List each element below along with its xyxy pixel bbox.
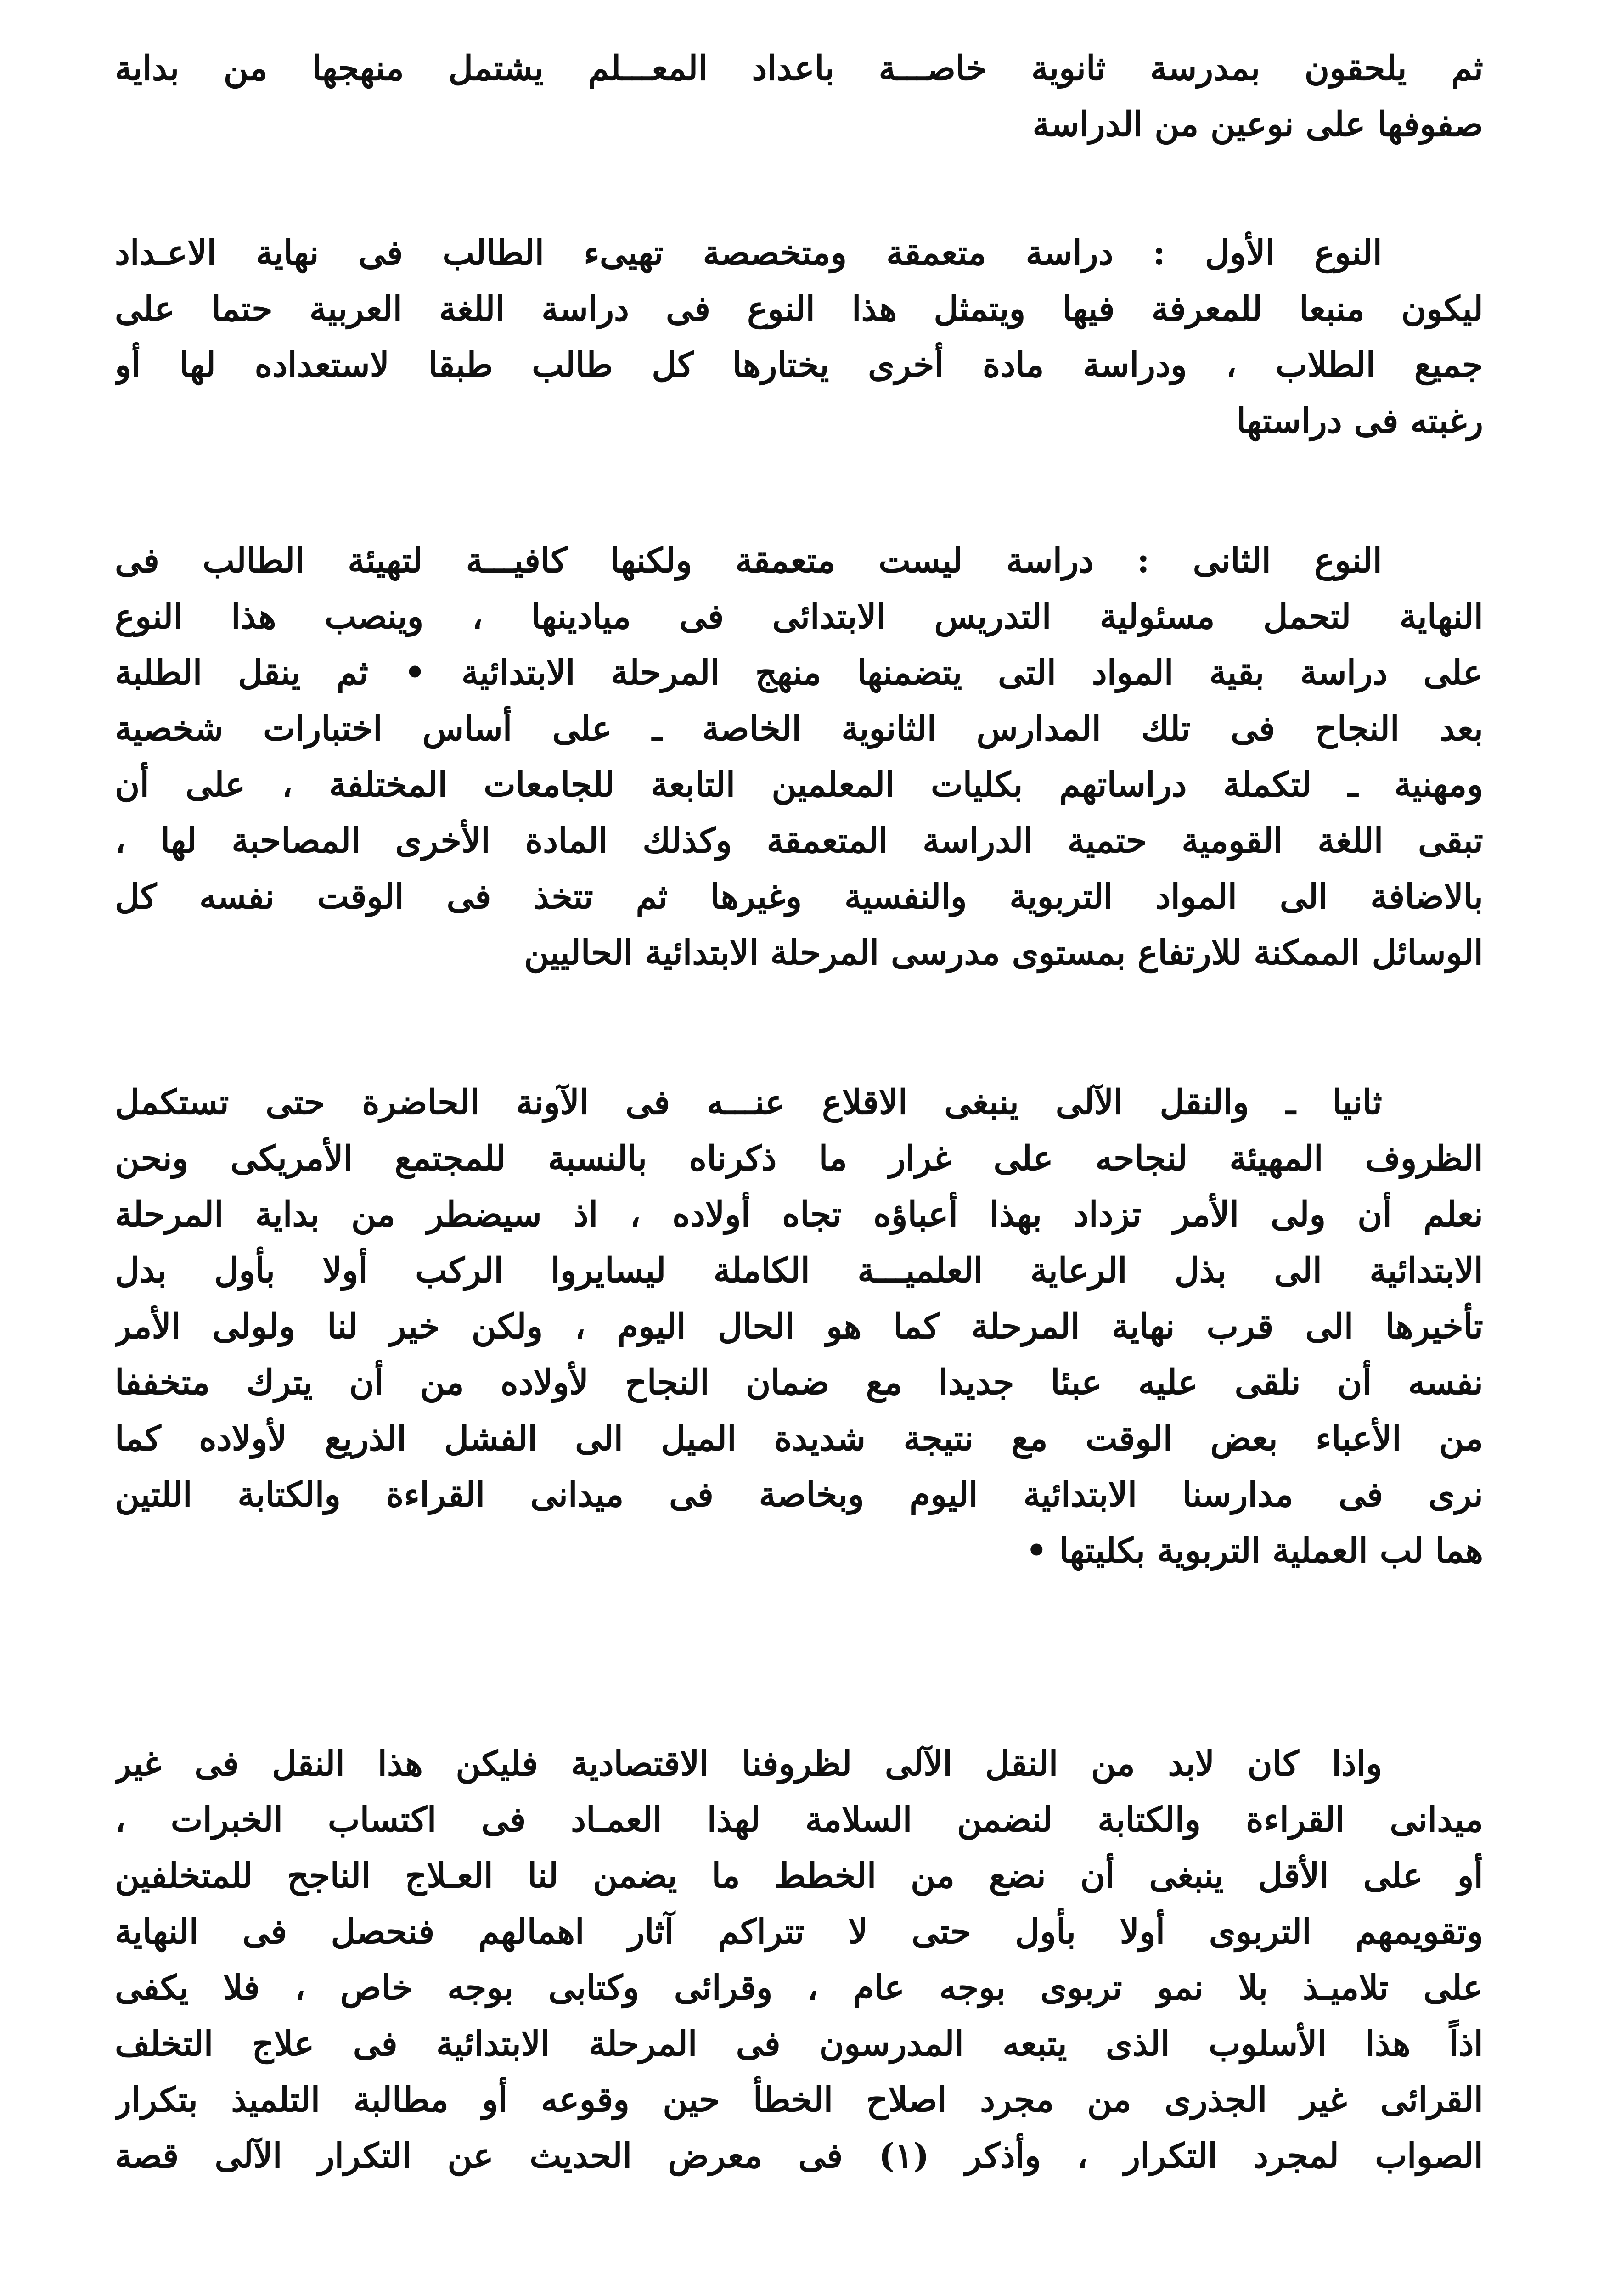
text-line: من الأعباء بعض الوقت مع نتيجة شديدة الميل الى الفشل الذريع لأولاده كما xyxy=(115,1419,1483,1458)
paragraph-lead: النوع الثانى : xyxy=(1137,541,1382,580)
text-line-content: دراسة ليست متعمقة ولكنها كافيـــة لتهيئة الطالب فى xyxy=(115,541,1094,580)
text-line: على تلاميـذ بلا نمو تربوى بوجه عام ، وقرائى وكتابى بوجه خاص ، فلا يكفى xyxy=(115,1968,1483,2008)
text-line: اذاً هذا الأسلوب الذى يتبعه المدرسون فى المرحلة الابتدائية فى علاج التخلف xyxy=(115,2024,1483,2064)
paragraph-first-type xyxy=(115,225,1483,449)
text-line: بعد النجاح فى تلك المدارس الثانوية الخاصة ـ على أساس اختبارات شخصية xyxy=(115,709,1483,748)
text-line: النهاية لتحمل مسئولية التدريس الابتدائى فى ميادينها ، وينصب هذا النوع xyxy=(115,597,1483,636)
text-line: نعلم أن ولى الأمر تزداد بهذا أعباؤه تجاه أولاده ، اذ سيضطر من بداية المرحلة xyxy=(115,1195,1483,1234)
text-line: ليكون منبعا للمعرفة فيها ويتمثل هذا النوع فى دراسة اللغة العربية حتما على xyxy=(115,289,1483,329)
text-line: بالاضافة الى المواد التربوية والنفسية وغيرها ثم تتخذ فى الوقت نفسه كل xyxy=(115,877,1483,917)
text-line: الظروف المهيئة لنجاحه على غرار ما ذكرناه بالنسبة للمجتمع الأمريكى ونحن xyxy=(115,1139,1483,1178)
text-line-content: ينبغى الاقلاع عنـــه فى الآونة الحاضرة حتى تستكمل xyxy=(115,1083,1019,1122)
text-line: جميع الطلاب ، ودراسة مادة أخرى يختارها كل طالب طبقا لاستعداده لها أو xyxy=(115,345,1483,385)
paragraph-secondly xyxy=(115,1075,1483,1579)
text-line: القرائى غير الجذرى من مجرد اصلاح الخطأ حين وقوعه أو مطالبة التلميذ بتكرار xyxy=(115,2080,1483,2120)
text-line-content: دراسة متعمقة ومتخصصة تهيىء الطالب فى نهاية الاعـداد xyxy=(115,233,1114,273)
text-line: ومهنية ـ لتكملة دراساتهم بكليات المعلمين التابعة للجامعات المختلفة ، على أن xyxy=(115,765,1483,805)
text-line: رغبته فى دراستها xyxy=(1236,401,1483,441)
paragraph-lead: النوع الأول : xyxy=(1153,233,1382,273)
text-line: الصواب لمجرد التكرار ، وأذكر (١) فى معرض الحديث عن التكرار الآلى قصة xyxy=(115,2136,1483,2176)
paragraph-lead: ثانيا ـ والنقل الآلى xyxy=(1055,1083,1382,1122)
text-line: نفسه أن نلقى عليه عبئا جديدا مع ضمان النجاح لأولاده من أن يترك متخففا xyxy=(115,1363,1483,1402)
paragraph-second-type xyxy=(115,533,1483,981)
text-line xyxy=(115,225,1483,281)
text-line: صفوفها على نوعين من الدراسة xyxy=(1032,105,1483,144)
text-line: ميدانى القراءة والكتابة لنضمن السلامة لهذا العمـاد فى اكتساب الخبرات ، xyxy=(115,1800,1483,1840)
text-line: نرى فى مدارسنا الابتدائية اليوم وبخاصة فى ميدانى القراءة والكتابة اللتين xyxy=(115,1475,1483,1514)
paragraph-mechanical-promotion xyxy=(115,1736,1483,2184)
text-line: الابتدائية الى بذل الرعاية العلميـــة الكاملة ليسايروا الركب أولا بأول بدل xyxy=(115,1251,1483,1290)
text-line xyxy=(115,1075,1483,1131)
text-line xyxy=(115,533,1483,589)
paragraph-intro xyxy=(115,40,1483,152)
text-line: الوسائل الممكنة للارتفاع بمستوى مدرسى المرحلة الابتدائية الحاليين xyxy=(524,933,1483,973)
text-line: على دراسة بقية المواد التى يتضمنها منهج المرحلة الابتدائية • ثم ينقل الطلبة xyxy=(115,653,1483,692)
text-line: وتقويمهم التربوى أولا بأول حتى لا تتراكم آثار اهمالهم فنحصل فى النهاية xyxy=(115,1912,1483,1952)
text-line: أو على الأقل ينبغى أن نضع من الخطط ما يضمن لنا العـلاج الناجح للمتخلفين xyxy=(115,1856,1483,1896)
text-line: هما لب العملية التربوية بكليتها • xyxy=(1025,1531,1483,1570)
text-line: ثم يلحقون بمدرسة ثانوية خاصـــة باعداد المعـــلم يشتمل منهجها من بداية xyxy=(115,49,1483,88)
text-line: واذا كان لابد من النقل الآلى لظروفنا الاقتصادية فليكن هذا النقل فى غير xyxy=(115,1744,1382,1784)
text-line: تبقى اللغة القومية حتمية الدراسة المتعمقة وكذلك المادة الأخرى المصاحبة لها ، xyxy=(115,821,1483,861)
text-line: تأخيرها الى قرب نهاية المرحلة كما هو الحال اليوم ، ولكن خير لنا ولولى الأمر xyxy=(115,1307,1483,1346)
